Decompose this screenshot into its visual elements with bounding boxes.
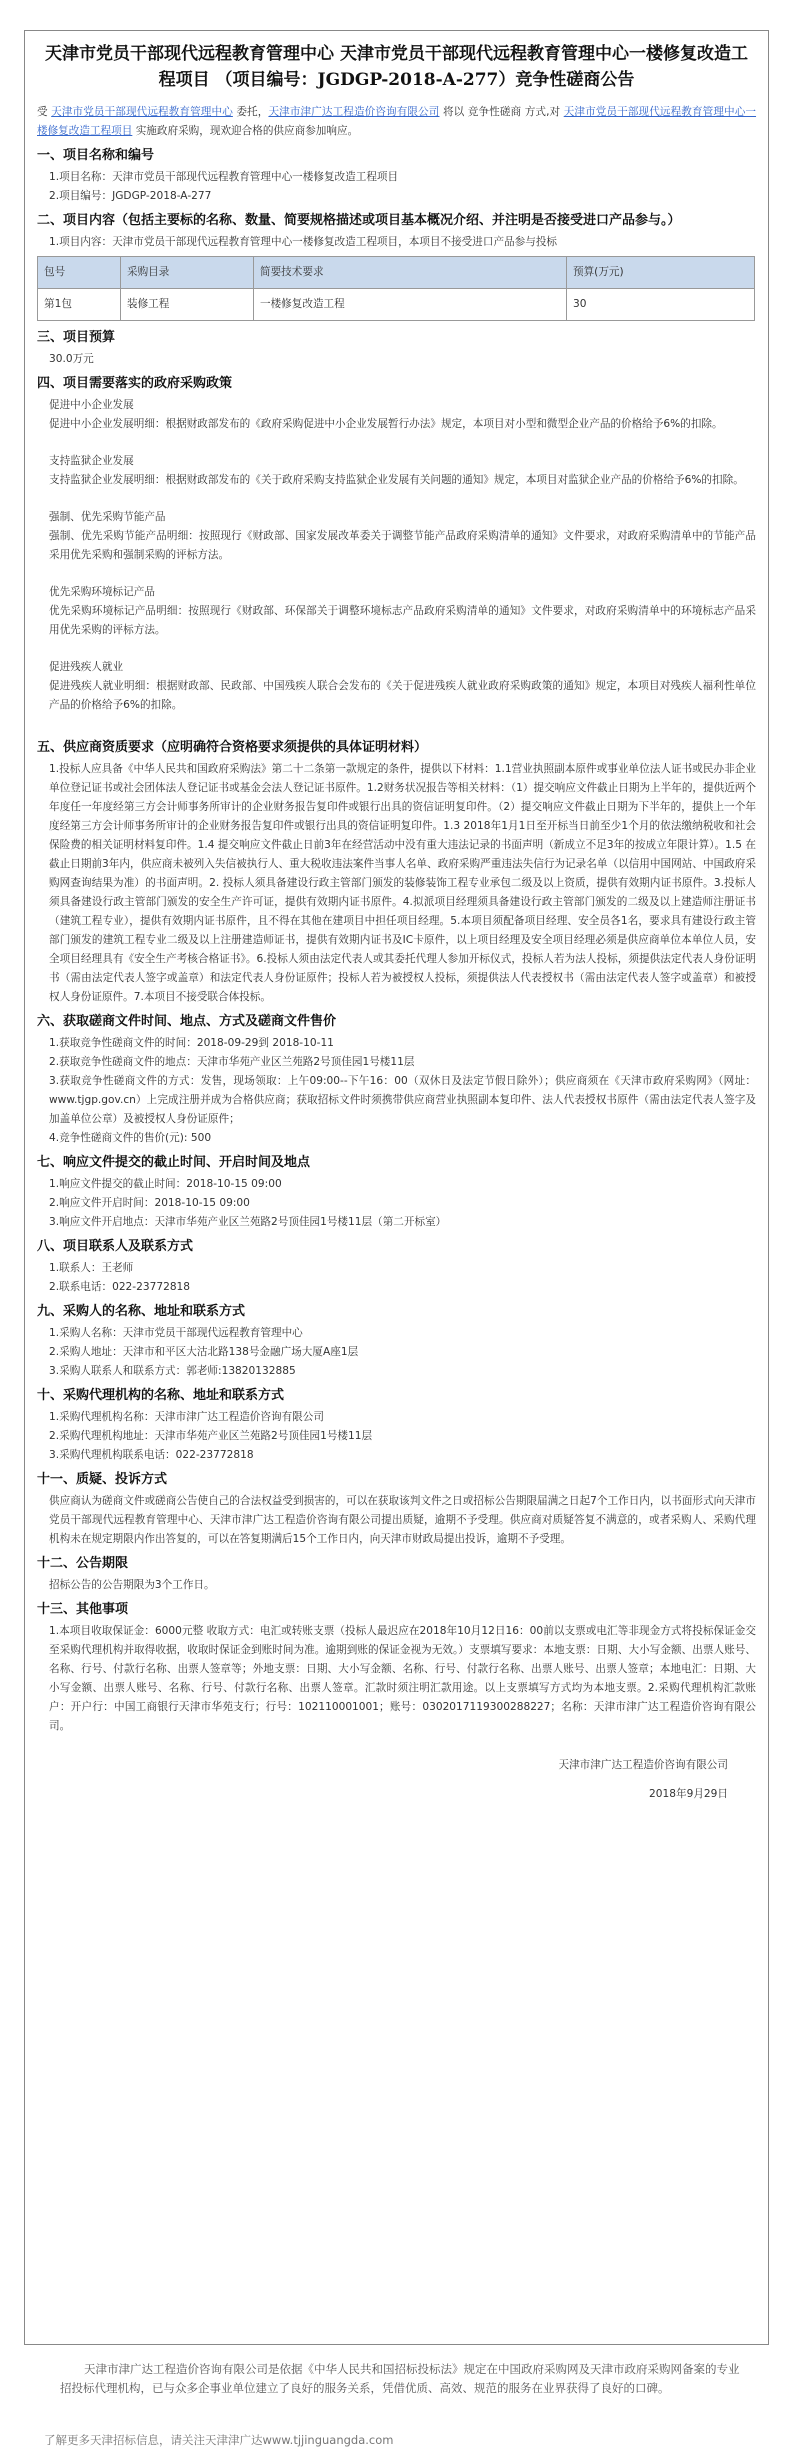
intro-text: 受: [37, 106, 52, 118]
intro-text: 委托，: [232, 106, 269, 118]
project-name: 1.项目名称：天津市党员干部现代远程教育管理中心一楼修复改造工程项目: [49, 171, 399, 183]
submit-deadline: 1.响应文件提交的截止时间：2018-10-15 09:00: [49, 1178, 282, 1190]
table-cell: 装修工程: [121, 289, 254, 321]
intro-text: 将以 竞争性磋商 方式,对: [439, 106, 564, 118]
table-cell: 第1包: [38, 289, 121, 321]
intro-paragraph: [37, 103, 756, 141]
policy-desc: 促进残疾人就业明细：根据财政部、民政部、中国残疾人联合会发布的《关于促进残疾人就业政府采购政策的通知》规定，本项目对残疾人福利性单位产品的价格给予6%的扣除。: [49, 680, 756, 711]
budget-value: 30.0万元: [49, 353, 94, 365]
policy-title: 促进中小企业发展: [49, 399, 134, 411]
intro-text: 实施政府采购，现欢迎合格的供应商参加响应。: [132, 125, 359, 137]
policy-title: 支持监狱企业发展: [49, 455, 134, 467]
section-2-heading: 二、项目内容（包括主要标的名称、数量、简要规格描述或项目基本概况介绍、并注明是否接受进口产品参与。）: [37, 213, 681, 228]
footer-link[interactable]: 了解更多天津招标信息，请关注天津津广达www.tjjinguangda.com: [44, 2433, 394, 2447]
open-time: 2.响应文件开启时间：2018-10-15 09:00: [49, 1197, 250, 1209]
open-place: 3.响应文件开启地点：天津市华苑产业区兰苑路2号顶佳园1号楼11层（第二开标室）: [49, 1216, 447, 1228]
complaint-text: 供应商认为磋商文件或磋商公告使自己的合法权益受到损害的，可以在获取该判文件之日或招标公告期限届满之日起7个工作日内，以书面形式向天津市党员干部现代远程教育管理中心、天津市津广达工程造价咨询有限公司提出质疑，逾期不予受理。供应商对质疑答复不满意的，或者采购人、采购代理机构未在规定期限内作出答复的，可以在答复期满后15个工作日内，向天津市财政局提出投诉，逾期不予受理。: [49, 1495, 756, 1545]
announcement-frame: [24, 30, 769, 2345]
table-cell: 30: [567, 289, 755, 321]
buyer-address: 2.采购人地址：天津市和平区大沽北路138号金融广场大厦A座1层: [49, 1346, 359, 1358]
section-3-heading: 三、项目预算: [37, 330, 116, 345]
section-7-heading: 七、响应文件提交的截止时间、开启时间及地点: [37, 1155, 311, 1170]
table-cell: 一楼修复改造工程: [254, 289, 567, 321]
policy-desc: 支持监狱企业发展明细：根据财政部发布的《关于政府采购支持监狱企业发展有关问题的通知》规定，本项目对监狱企业产品的价格给予6%的扣除。: [49, 474, 744, 486]
table-header: 采购目录: [121, 257, 254, 289]
section-12-heading: 十二、公告期限: [37, 1556, 129, 1571]
table-row: [38, 289, 755, 321]
agent-name: 1.采购代理机构名称：天津市津广达工程造价咨询有限公司: [49, 1411, 324, 1423]
notice-period: 招标公告的公告期限为3个工作日。: [49, 1579, 215, 1591]
table-header-row: [38, 257, 755, 289]
project-link[interactable]: 天津市党员干部现代远程教育管理中心一楼修复改造工程项目: [37, 106, 757, 137]
project-code: 2.项目编号：JGDGP-2018-A-277: [49, 190, 212, 202]
doc-price: 4.竞争性磋商文件的售价(元): 500: [49, 1132, 212, 1144]
section-13-heading: 十三、其他事项: [37, 1602, 129, 1617]
policy-desc: 强制、优先采购节能产品明细：按照现行《财政部、国家发展改革委关于调整节能产品政府采购清单的通知》文件要求，对政府采购清单中的节能产品采用优先采购和强制采购的评标方法。: [49, 530, 756, 561]
signature-company: 天津市津广达工程造价咨询有限公司: [558, 1759, 728, 1771]
table-header: 包号: [38, 257, 121, 289]
contact-phone: 2.联系电话：022-23772818: [49, 1281, 191, 1293]
policy-title: 促进残疾人就业: [49, 661, 124, 673]
section-8-heading: 八、项目联系人及联系方式: [37, 1239, 194, 1254]
buyer-link[interactable]: 天津市党员干部现代远程教育管理中心: [51, 106, 233, 118]
section-9-heading: 九、采购人的名称、地址和联系方式: [37, 1304, 246, 1319]
signature-date: 2018年9月29日: [649, 1788, 728, 1800]
section-10-heading: 十、采购代理机构的名称、地址和联系方式: [37, 1388, 285, 1403]
section-5-heading: 五、供应商资质要求（应明确符合资格要求须提供的具体证明材料）: [37, 740, 428, 755]
section-4-heading: 四、项目需要落实的政府采购政策: [37, 376, 233, 391]
section-11-heading: 十一、质疑、投诉方式: [37, 1472, 168, 1487]
doc-time: 1.获取竞争性磋商文件的时间：2018-09-29到 2018-10-11: [49, 1037, 334, 1049]
table-header: 简要技术要求: [254, 257, 567, 289]
policy-desc: 优先采购环境标记产品明细：按照现行《财政部、环保部关于调整环境标志产品政府采购清单的通知》文件要求，对政府采购清单中的环境标志产品采用优先采购的评标方法。: [49, 605, 756, 636]
other-matters: 1.本项目收取保证金：6000元整 收取方式：电汇或转账支票（投标人最迟应在2018年10月12日16：00前以支票或电汇等非现金方式将投标保证金交至采购代理机构并取得收据，收取时保证金到账时间为准。逾期到账的保证金视为无效。）支票填写要求：本地支票：日期、大小写金额、出票人账号、名称、行号、付款行名称、出票人签章等；外地支票：日期、大小写金额、名称、行号、付款行名称、出票人账号、出票人签章；本地电汇：日期、大小写金额、出票人账号、名称、行号、付款行名称、出票人签章。汇款时须注明汇款用途。以上支票填写方式均为本地支票。2.采购代理机构汇款账户：开户行：中国工商银行天津市华苑支行；行号：102110001001；账号：0302017119300288227；名称：天津市津广达工程造价咨询有限公司。: [49, 1625, 756, 1732]
announcement-title: 天津市党员干部现代远程教育管理中心 天津市党员干部现代远程教育管理中心一楼修复改造工程项目 （项目编号：JGDGP-2018-A-277）竞争性磋商公告: [45, 44, 748, 90]
qualification-text: 1.投标人应具备《中华人民共和国政府采购法》第二十二条第一款规定的条件，提供以下材料：1.1营业执照副本原件或事业单位法人证书或民办非企业单位登记证书或社会团体法人登记证书或基金会法人登记证书原件。1.2财务状况报告等相关材料：（1）提交响应文件截止日期为上半年的，提供近两个年度任一年度经第三方会计师事务所审计的企业财务报告复印件或银行出具的资信证明复印件。（2）提交响应文件截止日期为下半年的，提供上一个年度经第三方会计师事务所审计的企业财务报告复印件或银行出具的资信证明复印件。1.3 2018年1月1日至开标当日前至少1个月的依法缴纳税收和社会保险费的相关证明材料复印件。1.4 提交响应文件截止日前3年在经营活动中没有重大违法记录的书面声明（新成立不足3年的按成立年限计算）。1.5 在截止日期前3年内，供应商未被列入失信被执行人、重大税收违法案件当事人名单、政府采购严重违法失信行为记录名单（以信用中国网站、中国政府采购网查询结果为准）的书面声明。2. 投标人须具备建设行政主管部门颁发的装修装饰工程专业承包二级及以上资质，提供有效期内证书原件。3.投标人须具备建设行政主管部门颁发的安全生产许可证，提供有效期内证书原件。4.拟派项目经理须具备建设行政主管部门颁发的二级及以上建造师注册证书（建筑工程专业），提供有效期内证书原件，且不得在其他在建项目中担任项目经理。5.本项目须配备项目经理、安全员各1名，要求具有建设行政主管部门颁发的建筑工程专业二级及以上注册建造师证书，提供有效期内证书及IC卡原件，以上项目经理及安全项目经理必须是供应商单位本单位人员，安全项目经理具有《安全生产考核合格证书》。6.投标人须由法定代表人或其委托代理人参加开标仪式，投标人若为法人投标，须提供法定代表人身份证明书（需由法定代表人签字或盖章）和法定代表人身份证原件；投标人若为被授权人投标，须提供法人代表授权书（需由法定代表人签字或盖章）和被授权人身份证原件。7.本项目不接受联合体投标。: [49, 763, 756, 1003]
buyer-name: 1.采购人名称：天津市党员干部现代远程教育管理中心: [49, 1327, 303, 1339]
buyer-contact: 3.采购人联系人和联系方式：郭老师:13820132885: [49, 1365, 296, 1377]
doc-method: 3.获取竞争性磋商文件的方式：发售，现场领取：上午09:00--下午16：00（双休日及法定节假日除外）；供应商须在《天津市政府采购网》（网址：www.tjgp.gov.cn）上完成注册并成为合格供应商；获取招标文件时须携带供应商营业执照副本复印件、法人代表授权书原件（需由法定代表人签字及加盖单位公章）及被授权人身份证原件；: [49, 1075, 756, 1125]
policy-desc: 促进中小企业发展明细：根据财政部发布的《政府采购促进中小企业发展暂行办法》规定，本项目对小型和微型企业产品的价格给予6%的扣除。: [49, 418, 723, 430]
policy-title: 强制、优先采购节能产品: [49, 511, 166, 523]
project-content: 1.项目内容：天津市党员干部现代远程教育管理中心一楼修复改造工程项目，本项目不接受进口产品参与投标: [49, 236, 558, 248]
agent-phone: 3.采购代理机构联系电话：022-23772818: [49, 1449, 254, 1461]
agent-address: 2.采购代理机构地址：天津市华苑产业区兰苑路2号顶佳园1号楼11层: [49, 1430, 373, 1442]
announcement-content: [25, 103, 768, 1804]
section-6-heading: 六、获取磋商文件时间、地点、方式及磋商文件售价: [37, 1014, 337, 1029]
contact-person: 1.联系人：王老师: [49, 1262, 134, 1274]
doc-place: 2.获取竞争性磋商文件的地点：天津市华苑产业区兰苑路2号顶佳园1号楼11层: [49, 1056, 415, 1068]
agent-link[interactable]: 天津市津广达工程造价咨询有限公司: [268, 106, 440, 118]
package-table: [37, 256, 755, 321]
section-1-heading: 一、项目名称和编号: [37, 148, 155, 163]
policy-title: 优先采购环境标记产品: [49, 586, 155, 598]
footer-note: 天津市津广达工程造价咨询有限公司是依据《中华人民共和国招标投标法》规定在中国政府采购网及天津市政府采购网备案的专业招投标代理机构，已与众多企事业单位建立了良好的服务关系，凭借优质、高效、规范的服务在业界获得了良好的口碑。: [60, 2362, 740, 2395]
table-header: 预算(万元): [567, 257, 755, 289]
